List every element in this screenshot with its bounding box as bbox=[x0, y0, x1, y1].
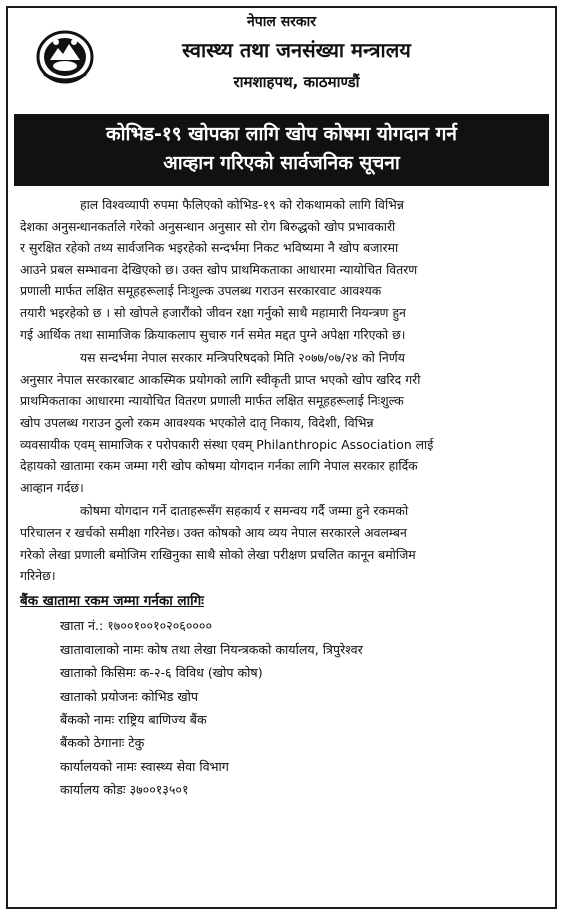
paragraph-line: गरेको लेखा प्रणाली बमोजिम राखिनुका साथै सोको लेखा परीक्षण प्रचलित कानून बमोजिम bbox=[20, 546, 416, 562]
notice-title-banner bbox=[14, 114, 549, 186]
bank-name: बैंकको नामः राष्ट्रिय बाणिज्य बैंक bbox=[60, 711, 207, 727]
government-name: नेपाल सरकार bbox=[246, 14, 316, 30]
paragraph-line: आव्हान गर्दछ। bbox=[20, 479, 84, 495]
paragraph-line: व्यवसायीक एवम् सामाजिक र परोपकारी संस्था एवम् Philanthropic Association लाई bbox=[20, 436, 434, 452]
paragraph-line: कोषमा योगदान गर्ने दाताहरूसँग सहकार्य र समन्वय गर्दै जम्मा हुने रकमको bbox=[80, 503, 409, 519]
paragraph-3 bbox=[20, 500, 545, 586]
paragraph-line: गई आर्थिक तथा सामाजिक क्रियाकलाप सुचारु गर्न समेत मद्दत पुग्ने अपेक्षा गरिएको छ। bbox=[20, 326, 406, 342]
ministry-name: स्वास्थ्य तथा जनसंख्या मन्त्रालय bbox=[182, 38, 411, 62]
bank-details-list bbox=[60, 614, 545, 801]
bank-address: बैंकको ठेगानाः टेकु bbox=[60, 735, 145, 751]
paragraph-line: गरिनेछ। bbox=[20, 568, 56, 584]
paragraph-line: हाल विश्वव्यापी रुपमा फैलिएको कोभिड-१९ को रोकथामको लागि विभिन्न bbox=[80, 197, 404, 212]
bank-details-heading: बैंक खातामा रकम जम्मा गर्नका लागिः bbox=[20, 592, 204, 609]
office-code: कार्यालय कोडः ३७००१३५०१ bbox=[60, 782, 189, 798]
paragraph-line: अनुसार नेपाल सरकारबाट आकस्मिक प्रयोगको लागि स्वीकृती प्राप्त भएको खोप खरिद गरी bbox=[20, 371, 421, 387]
paragraph-line: यस सन्दर्भमा नेपाल सरकार मन्त्रिपरिषदको मिति २०७७/०७/२४ को निर्णय bbox=[80, 350, 405, 366]
notice-frame bbox=[6, 6, 557, 909]
paragraph-line: परिचालन र खर्चको समीक्षा गरिनेछ। उक्त कोषको आय व्यय नेपाल सरकारले अवलम्बन bbox=[20, 524, 407, 540]
paragraph-line: र सुरक्षित रहेको तथ्य सार्वजनिक भइरहेको सन्दर्भमा निकट भविष्यमा नै खोप बजारमा bbox=[20, 240, 399, 256]
paragraph-1 bbox=[20, 194, 545, 345]
paragraph-line: प्रणाली मार्फत लक्षित समूहहरूलाई निःशुल्क उपलब्ध गराउन सरकारवाट आवश्यक bbox=[20, 283, 382, 299]
notice-body bbox=[20, 194, 545, 802]
notice-title-line-2: आव्हान गरिएको सार्वजनिक सूचना bbox=[163, 152, 400, 174]
paragraph-line: देहायको खातामा रकम जम्मा गरी खोप कोषमा योगदान गर्नका लागि नेपाल सरकार हार्दिक bbox=[20, 458, 418, 474]
paragraph-line: खोप उपलब्ध गराउन ठुलो रकम आवश्यक भएकोले दातृ निकाय, विदेशी, विभिन्न bbox=[20, 414, 374, 430]
notice-title-line-1: कोभिड-१९ खोपका लागि खोप कोषमा योगदान गर्न bbox=[106, 123, 457, 145]
paragraph-2 bbox=[20, 347, 545, 498]
bank-account-number: खाता नं.: १७००१००१०२०६०००० bbox=[60, 618, 213, 634]
paragraph-line: तयारी भइरहेको छ । सो खोपले हजारौंको जीवन रक्षा गर्नुको साथै महामारी नियन्त्रण हुन bbox=[20, 304, 406, 320]
bank-account-type: खाताको किसिमः क-२-६ विविध (खोप कोष) bbox=[60, 665, 263, 681]
notice-header bbox=[8, 8, 555, 112]
paragraph-line: आउने प्रबल सम्भावना देखिएको छ। उक्त खोप प्राथमिकताका आधारमा न्यायोचित वितरण bbox=[20, 261, 418, 277]
paragraph-line: देशका अनुसन्धानकर्ताले गरेको अनुसन्धान अनुसार सो रोग बिरुद्धको खोप प्रभावकारी bbox=[20, 218, 396, 234]
bank-account-purpose: खाताको प्रयोजनः कोभिड खोप bbox=[60, 688, 199, 704]
ministry-address: रामशाहपथ, काठमाण्डौं bbox=[233, 73, 360, 91]
paragraph-line: प्राथमिकताका आधारमा न्यायोचित वितरण प्रणाली मार्फत लक्षित समूहहरूलाई निःशुल्क bbox=[20, 393, 404, 409]
office-name: कार्यालयको नामः स्वास्थ्य सेवा विभाग bbox=[60, 758, 229, 774]
bank-account-holder: खातावालाको नामः कोष तथा लेखा नियन्त्रकको कार्यालय, त्रिपुरेश्वर bbox=[60, 641, 363, 657]
